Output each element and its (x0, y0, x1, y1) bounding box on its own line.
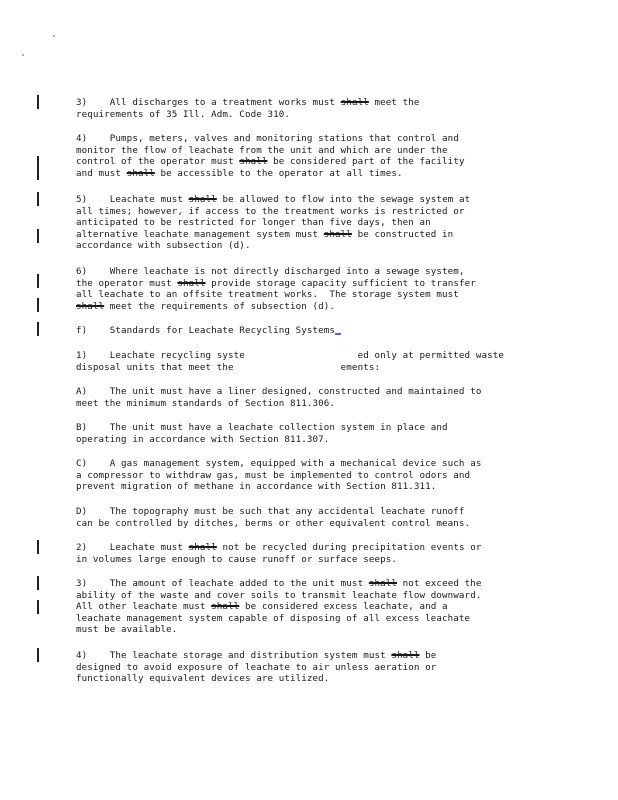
text-line (76, 289, 546, 301)
paragraph-3-discharges (76, 97, 546, 120)
deleted-word: shall (368, 578, 398, 589)
text-line (76, 554, 546, 566)
paragraph-4-pumps-meters (76, 133, 546, 179)
text-line (76, 458, 546, 470)
text-segment: meet the requirements of subsection (d). (104, 300, 336, 312)
text-line (76, 506, 546, 518)
paragraph-6-storage-capacity (76, 266, 546, 312)
text-line (76, 590, 546, 602)
text-line (76, 518, 546, 530)
paragraph-fB-collection (76, 422, 546, 445)
text-segment: accordance with subsection (d). (76, 240, 251, 252)
text-segment: provide storage capacity sufficient to transfer (205, 277, 476, 289)
text-segment: be constructed in (351, 228, 454, 240)
text-segment: must be available. (76, 624, 178, 636)
deleted-word: shall (323, 228, 352, 240)
revision-change-bar (37, 95, 39, 109)
text-line (76, 97, 546, 109)
text-line (76, 301, 546, 313)
text-line (76, 662, 546, 674)
paragraph-f3-amount (76, 578, 546, 636)
text-line (76, 650, 546, 662)
deleted-word: shall (126, 167, 155, 179)
text-segment: functionally equivalent devices are utilized. (76, 673, 330, 685)
text-line (76, 109, 546, 121)
text-segment: all leachate to an offsite treatment works. The storage system must (76, 289, 459, 301)
deleted-word: shall (211, 601, 240, 613)
text-line (76, 386, 546, 398)
text-segment: 3) The amount of leachate added to the unit must (76, 578, 369, 589)
text-line (76, 145, 546, 157)
paragraph-fC-gas-management (76, 458, 546, 493)
text-line (76, 542, 546, 554)
text-segment: not be recycled during precipitation events or (216, 542, 482, 553)
deleted-word: shall (188, 194, 217, 205)
text-segment: 4) The leachate storage and distribution system must (76, 650, 392, 661)
text-segment: be allowed to flow into the sewage system at (216, 194, 471, 205)
text-line (76, 217, 546, 229)
text-segment: all times; however, if access to the treatment works is restricted or (76, 205, 465, 217)
text-segment: meet the (368, 97, 420, 108)
revision-change-bar (37, 156, 39, 180)
text-line (76, 481, 546, 493)
text-line (76, 422, 546, 434)
revision-change-bar (37, 600, 39, 614)
paragraph-fD-topography (76, 506, 546, 529)
text-segment: 5) Leachate must (76, 194, 189, 205)
text-segment: 3) All discharges to a treatment works must (76, 97, 341, 108)
paragraph-f4-storage-distribution (76, 650, 546, 685)
text-segment: 4) Pumps, meters, valves and monitoring stations that control and (76, 133, 459, 144)
text-cursor-mark (335, 333, 341, 335)
text-segment: 1) Leachate recycling syste ed only at permitted waste (76, 350, 504, 361)
text-segment: All other leachate must (76, 601, 212, 613)
text-segment: A) The unit must have a liner designed, constructed and maintained to (76, 386, 482, 397)
text-segment: be accessible to the operator at all times. (154, 167, 403, 179)
text-line (76, 613, 546, 625)
paragraph-5-leachate-sewage (76, 194, 546, 252)
text-segment: in volumes large enough to cause runoff or surface seeps. (76, 553, 397, 565)
text-segment: leachate management system capable of disposing of all excess leachate (76, 612, 471, 624)
revision-change-bar (37, 274, 39, 288)
deleted-word: shall (177, 277, 206, 289)
text-line (76, 156, 546, 168)
text-segment: meet the minimum standards of Section 811.306. (76, 397, 336, 409)
text-segment: disposal units that meet the ements: (76, 361, 381, 373)
paragraph-f2-precipitation (76, 542, 546, 565)
text-line (76, 266, 546, 278)
text-line (76, 133, 546, 145)
text-line (76, 470, 546, 482)
paragraph-fA-liner (76, 386, 546, 409)
text-segment: D) The topography must be such that any accidental leachate runoff (76, 506, 465, 517)
text-segment: B) The unit must have a leachate collection system in place and (76, 422, 448, 433)
text-segment: alternative leachate management system must (76, 228, 324, 240)
text-segment: be considered excess leachate, and a (239, 601, 448, 613)
revision-change-bar (37, 192, 39, 206)
text-line (76, 229, 546, 241)
text-segment: monitor the flow of leachate from the unit and which are under the (76, 144, 448, 156)
text-segment: control of the operator must (76, 156, 240, 168)
text-line (76, 362, 546, 374)
deleted-word: shall (76, 300, 105, 312)
text-line (76, 434, 546, 446)
text-line (76, 168, 546, 180)
text-segment: C) A gas management system, equipped with a mechanical device such as (76, 458, 482, 469)
deleted-word: shall (340, 97, 369, 108)
revision-change-bar (37, 298, 39, 312)
text-segment: anticipated to be restricted for longer than five days, then an (76, 217, 431, 229)
revision-change-bar (37, 229, 39, 243)
text-line (76, 325, 546, 337)
text-segment: a compressor to withdraw gas, must be implemented to control odors and (76, 469, 471, 481)
text-line (76, 278, 546, 290)
text-segment: be considered part of the facility (267, 156, 465, 168)
section-f-heading (76, 325, 546, 337)
text-segment: be (419, 650, 437, 661)
deleted-word: shall (239, 156, 268, 168)
text-segment: designed to avoid exposure of leachate to air unless aeration or (76, 661, 437, 673)
text-segment: ability of the waste and cover soils to transmit leachate flow downward. (76, 589, 482, 601)
text-segment: can be controlled by ditches, berms or other equivalent control means. (76, 517, 471, 529)
scan-speck (53, 35, 55, 37)
paragraph-f1-recycling (76, 350, 546, 373)
text-segment: 6) Where leachate is not directly discharged into a sewage system, (76, 266, 465, 277)
revision-change-bar (37, 648, 39, 662)
text-line (76, 398, 546, 410)
revision-change-bar (37, 540, 39, 554)
text-segment: requirements of 35 Ill. Adm. Code 310. (76, 108, 290, 120)
text-segment: and must (76, 167, 127, 179)
text-line (76, 240, 546, 252)
deleted-word: shall (188, 542, 217, 553)
text-segment: 2) Leachate must (76, 542, 189, 553)
text-segment: the operator must (76, 277, 178, 289)
text-line (76, 206, 546, 218)
revision-change-bar (37, 576, 39, 590)
deleted-word: shall (391, 650, 420, 661)
text-line (76, 673, 546, 685)
revision-change-bar (37, 322, 39, 336)
text-line (76, 624, 546, 636)
text-line (76, 194, 546, 206)
text-segment: f) Standards for Leachate Recycling Systems (76, 325, 336, 336)
text-segment: not exceed the (397, 578, 482, 589)
text-line (76, 578, 546, 590)
text-line (76, 350, 546, 362)
scan-speck (22, 54, 24, 56)
text-segment: prevent migration of methane in accordance with Section 811.311. (76, 481, 437, 493)
text-segment: operating in accordance with Section 811.307. (76, 433, 330, 445)
text-line (76, 601, 546, 613)
